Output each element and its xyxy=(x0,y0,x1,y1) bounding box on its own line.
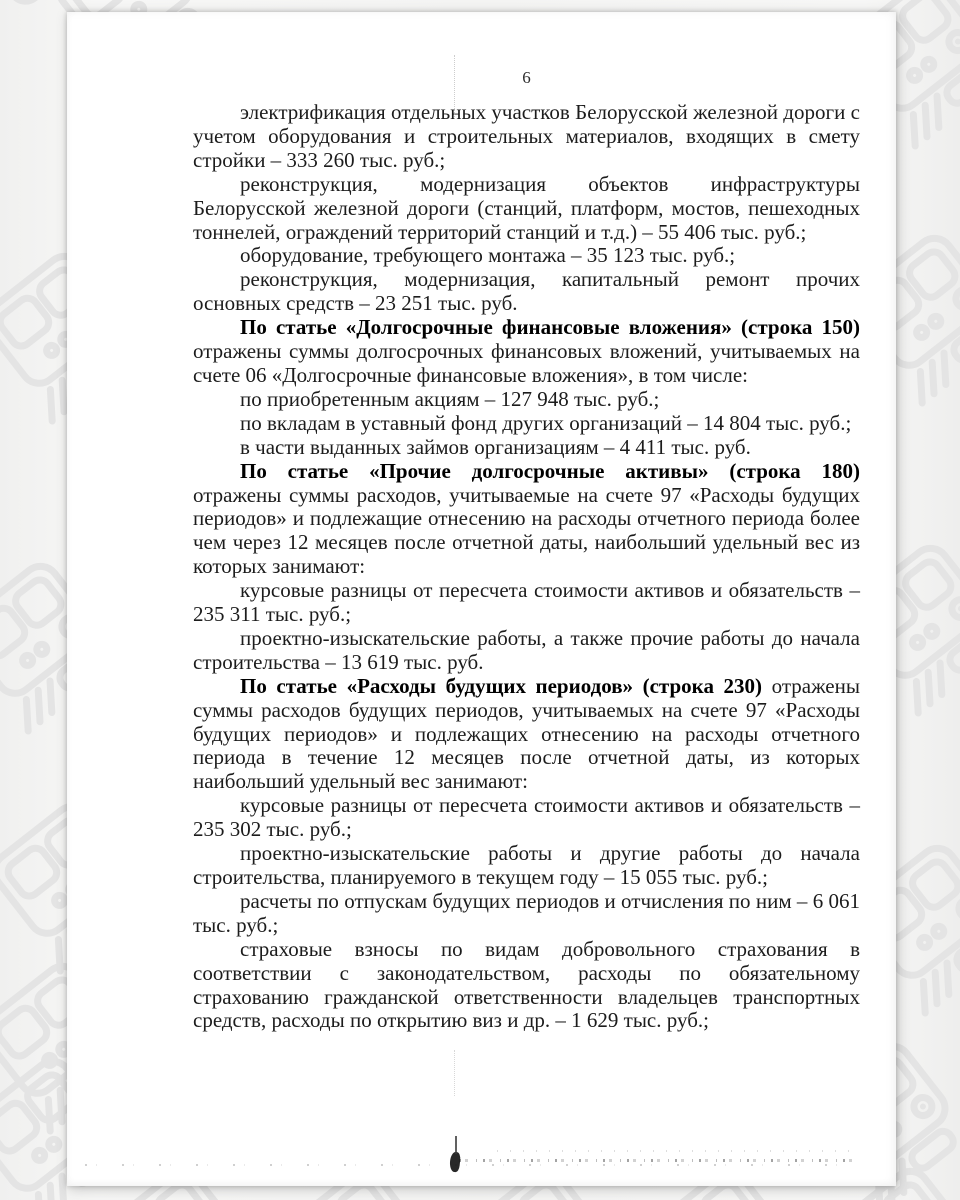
paragraph xyxy=(193,173,860,245)
paragraph-body-text: в части выданных займов организациям – 4 411 тыс. руб. xyxy=(240,434,751,459)
paragraph xyxy=(193,268,860,316)
paragraph xyxy=(193,316,860,388)
paragraph-body-text: курсовые разницы от пересчета стоимости активов и обязательств – 235 311 тыс. руб.; xyxy=(193,578,860,627)
paragraph xyxy=(193,412,860,436)
paragraph xyxy=(193,890,860,938)
paragraph-body-text: проектно-изыскательские работы, а также прочие работы до начала строительства – 13 619 тыс. руб. xyxy=(193,625,860,674)
scan-artifact-ink-blob xyxy=(449,1152,461,1173)
paragraph-body-text: курсовые разницы от пересчета стоимости активов и обязательств – 235 302 тыс. руб.; xyxy=(193,793,860,842)
paragraph-body-text: реконструкция, модернизация объектов инфраструктуры Белорусской железной дороги (станций, платформ, мостов, пешеходных тоннелей, ограждений территорий станций и т.д.) – 55 406 тыс. руб.; xyxy=(193,171,860,244)
scan-artifact-noise-line xyxy=(85,1164,855,1166)
paragraph xyxy=(193,579,860,627)
paragraph-bold-lead: По статье «Долгосрочные финансовые вложения» (строка 150) xyxy=(240,315,860,340)
paragraph-body-text: отражены суммы расходов будущих периодов, учитываемых на счете 97 «Расходы будущих периодов» и подлежащих отнесению на расходы отчетного периода в течение 12 месяцев после отчетной даты, из которых наибольший удельный вес занимают: xyxy=(193,673,860,794)
paragraph xyxy=(193,675,860,795)
paragraph xyxy=(193,627,860,675)
scan-artifact-fold-line-bottom xyxy=(454,1050,455,1096)
paragraph xyxy=(193,794,860,842)
paragraph-body-text: электрификация отдельных участков Белорусской железной дороги с учетом оборудования и строительных материалов, входящих в смету стройки – 333 260 тыс. руб.; xyxy=(193,100,860,172)
document-text xyxy=(67,101,896,1033)
scan-artifact-ink-blob-tail xyxy=(455,1136,457,1154)
paragraph-body-text: по приобретенным акциям – 127 948 тыс. руб.; xyxy=(240,386,660,411)
paragraph-body-text: проектно-изыскательские работы и другие работы до начала строительства, планируемого в текущем году – 15 055 тыс. руб.; xyxy=(193,841,860,889)
paragraph xyxy=(193,938,860,1034)
scan-artifact-noise-line-faint xyxy=(497,1150,857,1152)
paragraph-body-text: расчеты по отпускам будущих периодов и отчисления по ним – 6 061 тыс. руб.; xyxy=(193,888,860,937)
scan-artifact-noise-line-dense xyxy=(459,1159,859,1162)
paragraph-bold-lead: По статье «Прочие долгосрочные активы» (строка 180) xyxy=(240,458,860,483)
paragraph xyxy=(193,388,860,412)
page-number: 6 xyxy=(522,68,531,87)
paragraph xyxy=(193,460,860,580)
paragraph-body-text: по вкладам в уставный фонд других организаций – 14 804 тыс. руб.; xyxy=(240,410,852,435)
paragraph-body-text: отражены суммы долгосрочных финансовых вложений, учитываемых на счете 06 «Долгосрочные финансовые вложения», в том числе: xyxy=(193,339,860,387)
paragraph-body-text: отражены суммы расходов, учитываемые на счете 97 «Расходы будущих периодов» и подлежащие отнесению на расходы отчетного периода более чем через 12 месяцев после отчетной даты, наибольший удельный вес из которых занимают: xyxy=(193,482,860,579)
scanned-page xyxy=(67,12,896,1186)
paragraph xyxy=(193,842,860,890)
paragraph-body-text: оборудование, требующего монтажа – 35 123 тыс. руб.; xyxy=(240,243,736,268)
paragraph-bold-lead: По статье «Расходы будущих периодов» (строка 230) xyxy=(240,673,763,698)
paragraph xyxy=(193,244,860,268)
paragraph xyxy=(193,101,860,173)
paragraph-body-text: страховые взносы по видам добровольного страхования в соответствии с законодательством, расходы по обязательному страхованию гражданской ответственности владельцев транспортных средств, расходы по открытию виз и др. – 1 629 тыс. руб.; xyxy=(193,936,860,1033)
paragraph xyxy=(193,436,860,460)
paragraph-body-text: реконструкция, модернизация, капитальный ремонт прочих основных средств – 23 251 тыс. руб. xyxy=(193,267,860,316)
